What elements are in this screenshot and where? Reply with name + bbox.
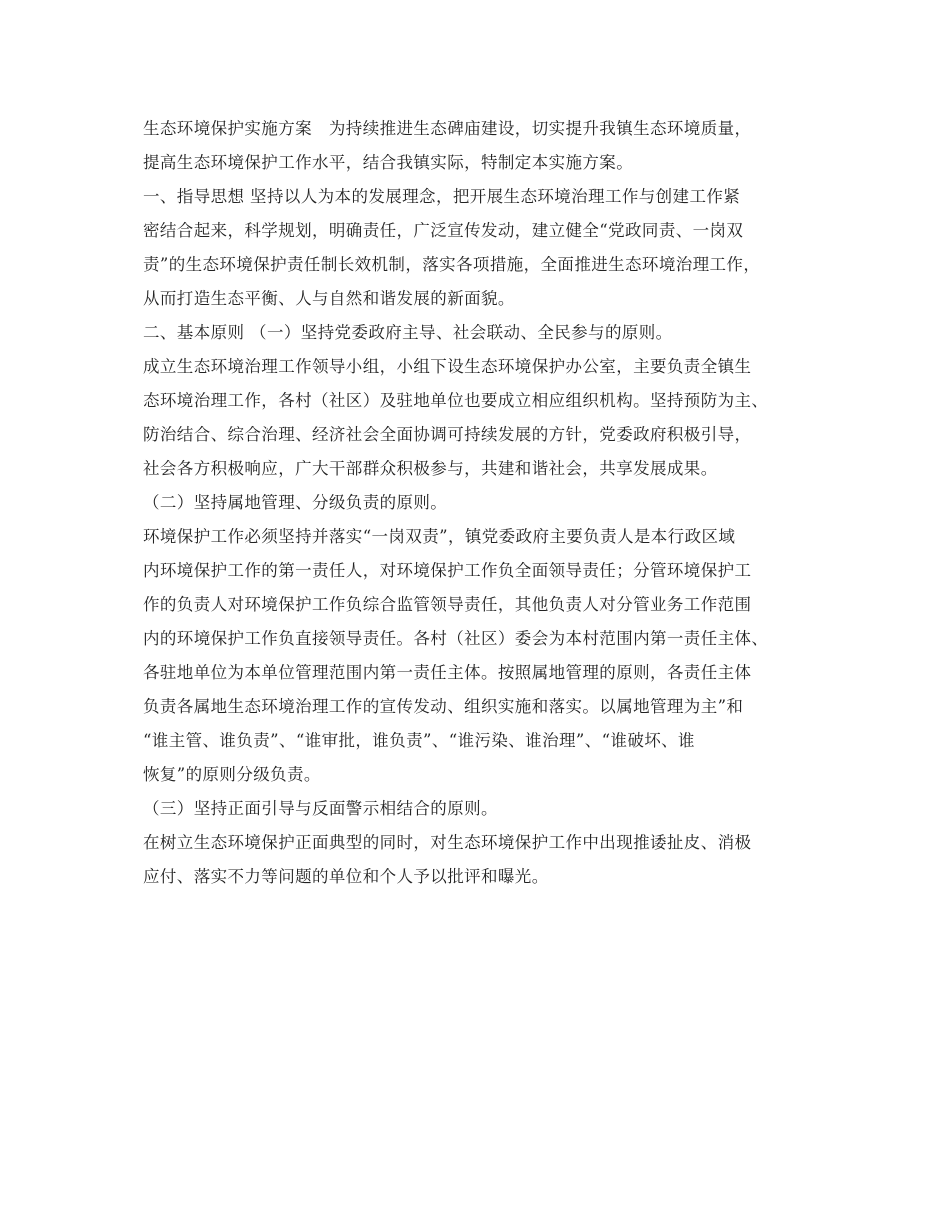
text-line: 防治结合、综合治理、经济社会全面协调可持续发展的方针，党委政府积极引导， xyxy=(143,425,752,444)
text-line: 责”的生态环境保护责任制长效机制，落实各项措施，全面推进生态环境治理工作， xyxy=(143,255,761,274)
text-line: 负责各属地生态环境治理工作的宣传发动、组织实施和落实。以属地管理为主”和 xyxy=(143,697,744,716)
text-line: 应付、落实不力等问题的单位和个人予以批评和曝光。 xyxy=(143,867,549,886)
text-line: 内的环境保护工作负直接领导责任。各村（社区）委会为本村范围内第一责任主体、 xyxy=(143,629,769,648)
text-line: 密结合起来，科学规划，明确责任，广泛宣传发动，建立健全“党政同责、一岗双 xyxy=(143,221,744,240)
text-line: （三）坚持正面引导与反面警示相结合的原则。 xyxy=(143,799,498,818)
text-line: 成立生态环境治理工作领导小组，小组下设生态环境保护办公室，主要负责全镇生 xyxy=(143,357,752,376)
text-line: 一、指导思想 坚持以人为本的发展理念，把开展生态环境治理工作与创建工作紧 xyxy=(143,187,741,206)
text-line: （二）坚持属地管理、分级负责的原则。 xyxy=(143,493,448,512)
text-line: 内环境保护工作的第一责任人，对环境保护工作负全面领导责任；分管环境保护工 xyxy=(143,561,752,580)
document-body xyxy=(143,112,823,894)
text-line: 社会各方积极响应，广大干部群众积极参与，共建和谐社会，共享发展成果。 xyxy=(143,459,718,478)
text-line: 生态环境保护实施方案 为持续推进生态碑庙建设，切实提升我镇生态环境质量， xyxy=(143,119,752,138)
text-line: 二、基本原则 （一）坚持党委政府主导、社会联动、全民参与的原则。 xyxy=(143,323,673,342)
text-line: “谁主管、谁负责”、“谁审批，谁负责”、“谁污染、谁治理”、“谁破坏、谁 xyxy=(143,731,695,750)
text-line: 从而打造生态平衡、人与自然和谐发展的新面貌。 xyxy=(143,289,515,308)
text-line: 提高生态环境保护工作水平，结合我镇实际，特制定本实施方案。 xyxy=(143,153,634,172)
text-line: 环境保护工作必须坚持并落实“一岗双责”，镇党委政府主要负责人是本行政区域 xyxy=(143,527,736,546)
text-line: 各驻地单位为本单位管理范围内第一责任主体。按照属地管理的原则，各责任主体 xyxy=(143,663,752,682)
text-line: 恢复”的原则分级负责。 xyxy=(143,765,321,784)
text-line: 态环境治理工作，各村（社区）及驻地单位也要成立相应组织机构。坚持预防为主、 xyxy=(143,391,769,410)
text-line: 作的负责人对环境保护工作负综合监管领导责任，其他负责人对分管业务工作范围 xyxy=(143,595,752,614)
text-line: 在树立生态环境保护正面典型的同时，对生态环境保护工作中出现推诿扯皮、消极 xyxy=(143,833,752,852)
